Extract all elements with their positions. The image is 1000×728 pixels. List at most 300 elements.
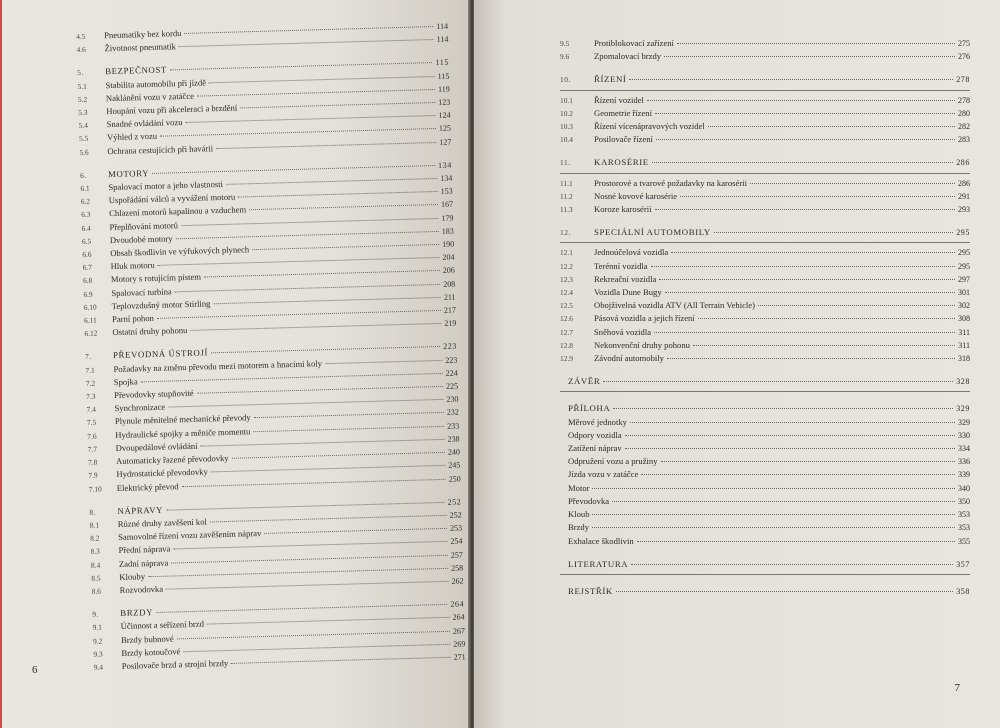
- toc-entry-title: MOTORY: [107, 167, 150, 179]
- toc-dot-leader: [758, 305, 955, 306]
- toc-entry-page: 119: [437, 84, 450, 94]
- toc-entry-page: 262: [451, 576, 464, 586]
- toc-dot-leader: [183, 644, 450, 652]
- toc-chapter-row: [560, 156, 970, 169]
- toc-entry-number: 7.3: [86, 391, 96, 401]
- toc-entry-page: 206: [442, 265, 455, 276]
- toc-entry-page: 286: [956, 158, 970, 168]
- toc-entry-number: 9.4: [93, 662, 104, 672]
- toc-entry-number: 5.6: [79, 147, 89, 157]
- toc-dot-leader: [637, 541, 955, 542]
- toc-entry-number: 6.2: [80, 196, 91, 207]
- toc-entry-number: 9.: [92, 609, 100, 619]
- toc-entry-row: [560, 37, 970, 50]
- toc-rule: [560, 90, 970, 91]
- toc-dot-leader: [170, 62, 433, 70]
- toc-entry-page: 275: [958, 39, 970, 48]
- toc-entry-number: 12.8: [560, 340, 573, 350]
- toc-dot-leader: [186, 115, 436, 123]
- toc-entry-title: Ostatní druhy pohonu: [112, 325, 188, 338]
- toc-entry-number: 12.6: [560, 314, 573, 324]
- toc-entry-row: [560, 299, 970, 312]
- toc-entry-page: 257: [450, 549, 463, 560]
- toc-entry-number: 6.9: [83, 289, 93, 299]
- toc-entry-number: 6.3: [81, 210, 91, 220]
- toc-entry-number: 6.7: [82, 262, 93, 273]
- toc-entry-number: 8.4: [90, 560, 101, 570]
- toc-entry-page: 252: [449, 510, 462, 520]
- toc-entry-title: Převodovky stupňovité: [114, 387, 194, 401]
- toc-entry-number: 12.4: [560, 288, 573, 298]
- toc-entry-title: Posilovače brzd a strojní brzdy: [121, 657, 229, 671]
- toc-entry-number: 11.3: [560, 205, 573, 215]
- toc-entry-title: Koroze karosérií: [594, 204, 652, 215]
- toc-chapter-row: [560, 73, 970, 86]
- toc-dot-leader: [190, 323, 441, 331]
- toc-entry-title: Obsah škodlivin ve výfukových plynech: [110, 244, 250, 259]
- toc-entry-title: Rozvodovka: [119, 583, 164, 595]
- toc-entry-number: 6.4: [81, 223, 91, 233]
- toc-dot-leader: [176, 231, 439, 239]
- toc-entry-title: BRZDY: [120, 607, 154, 619]
- toc-entry-number: 11.: [560, 158, 571, 168]
- toc-entry-page: 240: [447, 447, 461, 457]
- toc-entry-number: 7.9: [88, 470, 98, 481]
- toc-list-right: [560, 37, 970, 598]
- toc-dot-leader: [647, 100, 955, 101]
- toc-entry-page: 340: [958, 483, 970, 493]
- toc-rule: [560, 574, 970, 575]
- toc-dot-leader: [661, 461, 956, 462]
- toc-entry-page: 224: [445, 368, 458, 378]
- toc-dot-leader: [166, 581, 448, 590]
- toc-dot-leader: [240, 102, 435, 108]
- toc-dot-leader: [252, 244, 439, 250]
- toc-entry-number: 10.1: [560, 95, 573, 105]
- toc-entry-page: 217: [443, 305, 457, 315]
- toc-entry-page: 225: [445, 381, 459, 391]
- toc-dot-leader: [204, 270, 440, 278]
- toc-entry-title: Pásová vozidla a jejich řízení: [594, 313, 695, 324]
- toc-entry-title: Převodovka: [568, 495, 610, 506]
- toc-dot-leader: [625, 448, 955, 449]
- toc-entry-page: 179: [441, 213, 454, 223]
- toc-entry-page: 283: [958, 135, 970, 145]
- toc-entry-title: Naklánění vozu v zatáčce: [105, 90, 195, 104]
- toc-entry-row: [560, 312, 970, 325]
- toc-entry-number: 10.3: [560, 122, 573, 132]
- toc-entry-title: Spalovací motor a jeho vlastnosti: [108, 178, 224, 193]
- toc-dot-leader: [664, 56, 955, 57]
- toc-entry-title: KAROSÉRIE: [594, 157, 649, 168]
- toc-entry-page: 190: [442, 239, 455, 249]
- toc-dot-leader: [655, 113, 955, 114]
- toc-entry-title: REJSTŘÍK: [568, 585, 613, 596]
- toc-entry-page: 353: [958, 523, 970, 533]
- toc-entry-page: 301: [958, 288, 970, 298]
- toc-entry-number: 10.4: [560, 135, 573, 145]
- toc-entry-page: 280: [958, 108, 970, 118]
- toc-entry-page: 254: [450, 536, 463, 547]
- toc-entry-page: 269: [453, 639, 466, 649]
- toc-dot-leader: [629, 79, 953, 80]
- toc-entry-page: 311: [958, 327, 970, 337]
- toc-entry-page: 134: [437, 160, 453, 170]
- toc-entry-page: 282: [958, 122, 970, 132]
- toc-entry-page: 223: [443, 341, 458, 352]
- toc-dot-leader: [641, 474, 955, 475]
- toc-entry-title: Dvoudobé motory: [109, 233, 173, 245]
- toc-entry-number: 12.9: [560, 354, 573, 364]
- toc-entry-title: Řízení vozidel: [594, 94, 644, 105]
- toc-dot-leader: [655, 209, 955, 210]
- toc-dot-leader: [651, 266, 955, 267]
- toc-entry-page: 278: [956, 75, 970, 85]
- toc-entry-page: 328: [956, 377, 970, 387]
- toc-rule: [560, 242, 970, 243]
- toc-entry-page: 167: [440, 199, 454, 210]
- toc-entry-title: Klouby: [119, 571, 146, 582]
- toc-entry-title: Uspořádání válců a vyvážení motoru: [108, 191, 236, 206]
- toc-entry-page: 134: [440, 173, 453, 183]
- toc-entry-page: 267: [452, 625, 466, 636]
- toc-entry-title: Dvoupedálové ovládání: [115, 440, 198, 453]
- toc-entry-title: Stabilita automobilu při jízdě: [105, 77, 207, 90]
- toc-dot-leader: [613, 408, 953, 409]
- toc-entry-number: 12.3: [560, 274, 573, 284]
- toc-dot-leader: [654, 332, 955, 333]
- toc-entry-row: [560, 120, 970, 133]
- toc-entry-number: 6.: [79, 170, 87, 180]
- toc-entry-number: 8.3: [90, 546, 100, 557]
- toc-entry-title: Přední náprava: [118, 543, 171, 556]
- toc-entry-number: 4.5: [76, 31, 86, 41]
- toc-entry-title: Motor: [568, 482, 590, 493]
- toc-entry-title: Jízda vozu v zatáčce: [568, 469, 639, 480]
- toc-entry-number: 9.2: [92, 636, 103, 646]
- toc-entry-title: Rekreační vozidla: [594, 273, 657, 284]
- toc-dot-leader: [708, 126, 955, 127]
- toc-entry-page: 353: [958, 510, 970, 520]
- toc-entry-title: Posilovače řízení: [594, 134, 653, 145]
- toc-entry-title: Účinnost a seřízení brzd: [120, 618, 205, 632]
- toc-entry-number: 7.: [85, 352, 93, 362]
- toc-entry-number: 7.6: [87, 431, 97, 441]
- toc-entry-number: 9.6: [560, 52, 570, 62]
- page-number-left: 6: [32, 664, 38, 676]
- toc-entry-row: [560, 339, 970, 352]
- toc-entry-title: Ochrana cestujících při havárii: [107, 142, 214, 156]
- toc-entry-page: 293: [958, 205, 970, 215]
- toc-entry-row: [560, 203, 970, 216]
- toc-entry-title: Kloub: [568, 509, 590, 520]
- toc-entry-number: 10.: [560, 75, 572, 85]
- toc-entry-page: 329: [956, 404, 970, 414]
- toc-entry-page: 295: [956, 228, 970, 238]
- toc-entry-row: [560, 273, 970, 286]
- toc-entry-page: 115: [437, 71, 450, 81]
- toc-entry-number: 5.: [77, 68, 85, 78]
- toc-dot-leader: [671, 252, 955, 253]
- toc-dot-leader: [750, 183, 955, 184]
- toc-entry-title: Parní pohon: [111, 313, 154, 325]
- toc-entry-title: Nosné kovové karosérie: [594, 190, 678, 201]
- toc-entry-number: 7.7: [87, 444, 98, 454]
- toc-entry-row: [560, 286, 970, 299]
- toc-entry-number: 11.2: [560, 191, 573, 201]
- toc-entry-row: [560, 495, 970, 508]
- toc-entry-row: [560, 482, 970, 495]
- toc-dot-leader: [232, 452, 445, 459]
- toc-entry-number: 8.: [89, 507, 97, 517]
- toc-entry-page: 123: [438, 97, 451, 107]
- toc-entry-title: LITERATURA: [568, 558, 629, 569]
- toc-entry-page: 211: [443, 292, 456, 302]
- toc-entry-number: 5.1: [77, 81, 87, 91]
- toc-dot-leader: [197, 386, 443, 394]
- toc-dot-leader: [680, 196, 955, 197]
- toc-entry-number: 7.4: [86, 404, 96, 415]
- toc-entry-number: 9.5: [560, 39, 570, 48]
- toc-entry-title: Hluk motoru: [110, 260, 155, 272]
- toc-entry-row: [560, 352, 970, 365]
- toc-entry-title: Odpory vozidla: [568, 429, 622, 440]
- toc-entry-number: 12.7: [560, 327, 573, 337]
- toc-entry-number: 7.1: [85, 365, 95, 375]
- toc-entry-number: 8.2: [90, 533, 100, 543]
- toc-entry-title: PŘEVODNÁ ÚSTROJÍ: [112, 347, 209, 361]
- toc-entry-title: Brzdy kotoučové: [121, 646, 181, 658]
- toc-entry-page: 153: [440, 186, 453, 197]
- toc-entry-number: 6.5: [81, 236, 92, 246]
- toc-entry-page: 204: [442, 252, 455, 263]
- toc-entry-page: 219: [444, 318, 457, 329]
- toc-dot-leader: [209, 76, 435, 83]
- toc-entry-title: Hydraulické spojky a měniče momentu: [115, 425, 251, 440]
- toc-entry-page: 355: [958, 536, 970, 546]
- toc-entry-page: 311: [958, 340, 970, 350]
- toc-entry-number: 5.4: [78, 120, 89, 131]
- toc-entry-row: [560, 260, 970, 273]
- toc-dot-leader: [238, 191, 437, 198]
- toc-entry-title: Plynule měnitelné mechanické převody: [114, 412, 251, 427]
- toc-dot-leader: [625, 435, 955, 436]
- toc-entry-row: [560, 535, 970, 548]
- toc-entry-page: 330: [958, 430, 970, 440]
- toc-entry-number: 6.6: [82, 249, 92, 259]
- toc-entry-page: 245: [448, 460, 461, 471]
- toc-dot-leader: [630, 422, 955, 423]
- toc-dot-leader: [211, 465, 446, 473]
- toc-entry-page: 264: [452, 612, 465, 623]
- toc-entry-number: 5.3: [78, 107, 88, 117]
- toc-entry-title: ŘÍZENÍ: [594, 74, 627, 85]
- toc-dot-leader: [693, 345, 955, 346]
- toc-major-row: [560, 402, 970, 415]
- toc-entry-page: 114: [436, 34, 449, 45]
- toc-dot-leader: [264, 528, 447, 534]
- toc-entry-page: 264: [450, 599, 465, 609]
- toc-entry-title: Automaticky řazené převodovky: [115, 453, 229, 467]
- toc-entry-number: 8.5: [91, 573, 101, 583]
- toc-entry-row: [560, 326, 970, 339]
- toc-dot-leader: [254, 412, 444, 418]
- toc-entry-page: 252: [447, 497, 462, 507]
- toc-entry-number: 7.10: [88, 483, 102, 494]
- toc-dot-leader: [698, 318, 955, 319]
- toc-entry-title: Chlazení motorů kapalinou a vzduchem: [108, 204, 247, 219]
- toc-entry-page: 339: [958, 470, 970, 480]
- toc-entry-title: BEZPEČNOST: [105, 64, 168, 77]
- toc-entry-number: 12.2: [560, 261, 573, 271]
- toc-entry-row: [560, 190, 970, 203]
- toc-entry-title: Spalovací turbína: [111, 286, 172, 298]
- toc-entry-title: Snadné ovládání vozu: [106, 117, 183, 130]
- toc-entry-title: Výhled z vozu: [106, 131, 158, 143]
- toc-entry-page: 291: [958, 191, 970, 201]
- toc-entry-title: Různé druhy zavěšení kol: [117, 516, 207, 529]
- toc-entry-row: [560, 468, 970, 481]
- toc-entry-page: 295: [958, 261, 970, 271]
- toc-entry-title: Exhalace škodlivin: [568, 535, 634, 546]
- toc-entry-title: Zpomalovací brzdy: [594, 51, 662, 62]
- toc-chapter-row: [560, 226, 970, 239]
- toc-entry-title: Elektrický převod: [116, 480, 179, 493]
- toc-entry-page: 334: [958, 444, 970, 454]
- toc-entry-number: 7.5: [86, 418, 97, 428]
- toc-entry-number: 9.1: [92, 622, 103, 633]
- toc-entry-row: [560, 416, 970, 429]
- toc-entry-page: 238: [447, 434, 460, 444]
- toc-dot-leader: [592, 527, 955, 528]
- toc-entry-title: Teplovzdušný motor Stirling: [111, 298, 211, 311]
- toc-entry-title: Prostorové a tvarové požadavky na karosérii: [594, 177, 747, 188]
- toc-entry-page: 276: [958, 52, 970, 62]
- toc-entry-row: [560, 50, 970, 63]
- toc-entry-page: 336: [958, 457, 970, 467]
- toc-dot-leader: [213, 297, 441, 304]
- toc-entry-page: 230: [446, 394, 459, 405]
- toc-entry-page: 253: [449, 523, 463, 533]
- toc-entry-row: [560, 107, 970, 120]
- toc-entry-title: ZÁVĚR: [568, 376, 601, 387]
- toc-entry-page: 295: [958, 248, 970, 258]
- toc-entry-title: SPECIÁLNÍ AUTOMOBILY: [594, 227, 711, 238]
- toc-major-row: [560, 585, 970, 598]
- toc-entry-page: 278: [958, 95, 970, 105]
- toc-entry-title: PŘÍLOHA: [568, 403, 611, 414]
- toc-dot-leader: [231, 657, 450, 664]
- toc-entry-number: 12.1: [560, 248, 573, 258]
- toc-entry-page: 329: [958, 417, 970, 427]
- toc-entry-page: 208: [443, 279, 456, 289]
- toc-rule: [560, 173, 970, 174]
- toc-dot-leader: [592, 514, 955, 515]
- toc-entry-row: [560, 521, 970, 534]
- toc-entry-page: 358: [956, 586, 970, 596]
- toc-entry-title: Houpání vozu při akceleraci a brzdění: [106, 102, 238, 117]
- toc-entry-page: 318: [958, 354, 970, 364]
- toc-entry-title: Řízení vícenápravových vozidel: [594, 121, 705, 132]
- toc-entry-row: [560, 455, 970, 468]
- toc-entry-title: Měrové jednotky: [568, 416, 627, 427]
- toc-entry-page: 271: [453, 652, 466, 662]
- toc-entry-row: [560, 246, 970, 259]
- toc-entry-page: 183: [441, 226, 454, 236]
- toc-entry-page: 127: [439, 137, 452, 147]
- toc-dot-leader: [179, 39, 434, 47]
- toc-entry-title: Zadní náprava: [118, 557, 169, 569]
- toc-entry-row: [560, 508, 970, 521]
- toc-entry-row: [560, 133, 970, 146]
- toc-entry-title: Obojživelná vozidla ATV (All Terrain Vehicle): [594, 300, 755, 311]
- toc-entry-number: 11.1: [560, 178, 573, 188]
- toc-dot-leader: [325, 360, 442, 364]
- toc-entry-page: 308: [958, 314, 970, 324]
- toc-dot-leader: [592, 488, 955, 489]
- toc-dot-leader: [249, 204, 438, 210]
- toc-entry-title: Synchronizace: [114, 401, 166, 414]
- toc-entry-title: NÁPRAVY: [117, 504, 164, 516]
- toc-dot-leader: [201, 439, 445, 447]
- toc-dot-leader: [667, 358, 955, 359]
- left-page: [0, 0, 472, 728]
- toc-rule: [560, 391, 970, 392]
- toc-dot-leader: [216, 142, 436, 149]
- toc-entry-title: Sněhová vozidla: [594, 326, 652, 337]
- toc-entry-title: Pneumatiky bez kordu: [104, 28, 182, 41]
- toc-entry-title: Závodní automobily: [594, 353, 664, 364]
- toc-entry-page: 286: [958, 178, 970, 188]
- toc-entry-number: 7.2: [85, 378, 96, 388]
- toc-entry-row: [560, 94, 970, 107]
- toc-entry-number: 4.6: [76, 44, 86, 55]
- toc-entry-number: 7.8: [87, 457, 98, 467]
- toc-entry-page: 125: [438, 123, 452, 134]
- toc-dot-leader: [665, 292, 955, 293]
- toc-entry-row: [560, 442, 970, 455]
- toc-entry-page: 115: [435, 58, 450, 68]
- toc-entry-number: 8.1: [89, 520, 100, 530]
- toc-entry-title: Nekonvenční druhy pohonu: [594, 339, 690, 350]
- toc-dot-leader: [656, 139, 955, 140]
- toc-entry-title: Brzdy: [568, 522, 590, 533]
- toc-entry-number: 6.12: [84, 328, 98, 339]
- toc-entry-title: Jednoúčelová vozidla: [594, 247, 669, 258]
- toc-entry-title: Geometrie řízení: [594, 107, 652, 118]
- toc-entry-title: Odpružení vozu a pružiny: [568, 456, 658, 467]
- toc-dot-leader: [616, 591, 953, 592]
- toc-entry-number: 12.: [560, 228, 572, 238]
- toc-list-left: [76, 20, 466, 674]
- toc-entry-row: [560, 177, 970, 190]
- toc-dot-leader: [181, 218, 438, 226]
- page-number-right: 7: [954, 682, 960, 694]
- toc-dot-leader: [226, 178, 437, 185]
- toc-entry-number: 6.10: [83, 302, 97, 312]
- toc-dot-leader: [253, 426, 444, 432]
- toc-dot-leader: [184, 26, 433, 34]
- toc-entry-row: [560, 429, 970, 442]
- toc-entry-page: 114: [436, 21, 449, 31]
- toc-entry-title: Samovolné řízení vozu zavěšením náprav: [118, 528, 262, 543]
- toc-entry-number: 8.6: [91, 586, 102, 596]
- toc-dot-leader: [175, 284, 441, 292]
- toc-entry-number: 5.2: [77, 94, 88, 104]
- toc-entry-page: 357: [956, 559, 970, 569]
- toc-entry-page: 233: [447, 421, 460, 431]
- toc-entry-page: 250: [448, 473, 461, 484]
